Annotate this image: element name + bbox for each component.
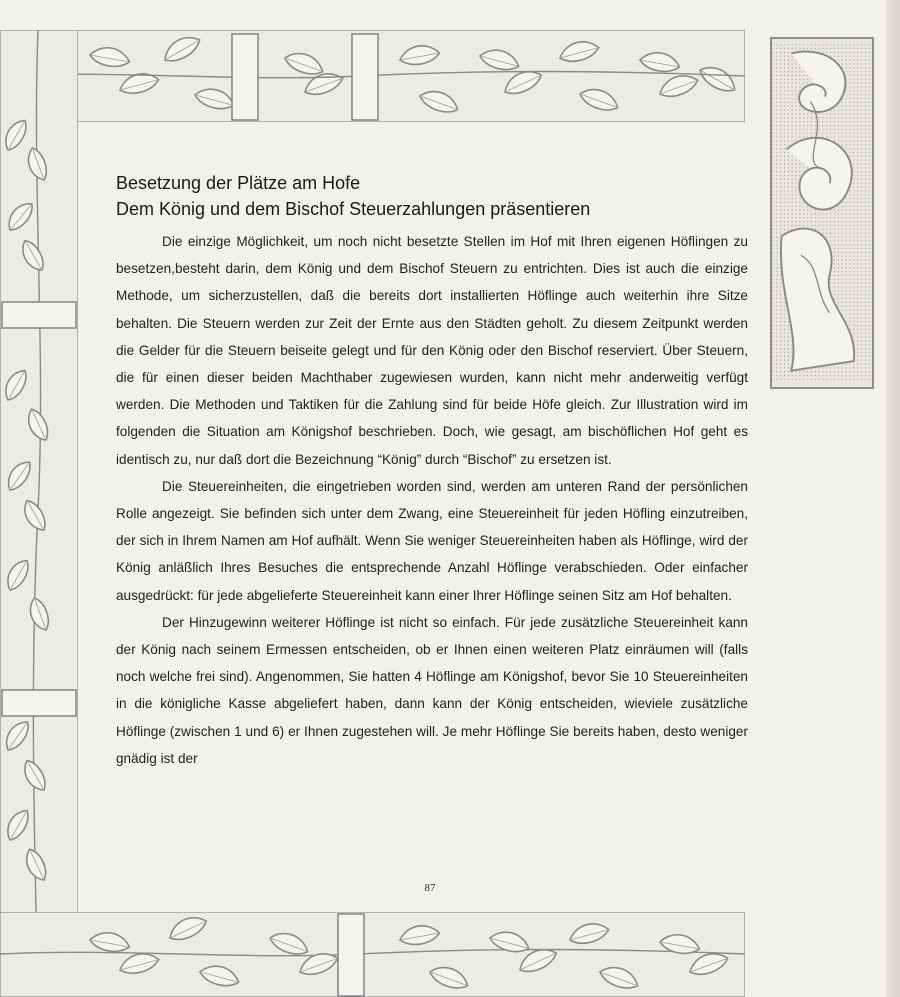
page-title: Besetzung der Plätze am Hofe (116, 173, 361, 193)
body-text (116, 228, 748, 772)
page-edge (886, 0, 900, 997)
acanthus-ornament (770, 37, 874, 389)
page-subtitle: Dem König und dem Bischof Steuerzahlungen präsentieren (116, 199, 591, 219)
laurel-border-top (0, 30, 745, 122)
paragraph: Die Steuereinheiten, die eingetrieben worden sind, werden am unteren Rand der persönlichen Rolle angezeigt. Sie befinden sich unter dem Zwang, eine Steuereinheit für jeden Höfling einzutreiben, der sich in Ihrem Namen am Hof aufhält. Wenn Sie weniger Steuereinheiten haben als Höflinge, wird der König anläßlich Ihres Besuches die entsprechende Anzahl Höflinge verabschieden. Oder einfacher ausgedrückt: für jede abgelieferte Steuereinheit kann einer Ihrer Höflinge seinen Sitz am Hof behalten. (116, 478, 748, 603)
page-number: 87 (424, 882, 436, 894)
heading-block (116, 170, 756, 222)
laurel-border-bottom (0, 912, 745, 997)
laurel-border-left (0, 30, 78, 997)
paragraph: Die einzige Möglichkeit, um noch nicht besetzte Stellen im Hof mit Ihren eigenen Höflingen zu besetzen,besteht darin, dem König und dem Bischof Steuern zu entrichten. Dies ist auch die einzige Methode, um sicherzustellen, daß die bereits dort installierten Höflinge auch weiterhin ihre Sitze behalten. Die Steuern werden zur Zeit der Ernte aus den Städten geholt. Zu diesem Zeitpunkt werden die Gelder für die Steuern beiseite gelegt und für den König oder den Bischof reserviert. Über Steuern, die für einen dieser beiden Machthaber zugewiesen wurden, kann nicht mehr anderweitig verfügt werden. Die Methoden und Taktiken für die Zahlung sind für beide Höfe gleich. Zur Illustration wird im folgenden die Situation am Königshof beschrieben. Doch, wie gesagt, am bischöflichen Hof geht es identisch zu, nur daß dort die Bezeichnung “König” durch “Bischof” zu ersetzen ist. (116, 234, 748, 467)
paragraph: Der Hinzugewinn weiterer Höflinge ist nicht so einfach. Für jede zusätzliche Steuereinheit kann der König nach seinem Ermessen entscheiden, ob er Ihnen einen weiteren Platz einräumen will (falls noch welche frei sind). Angenommen, Sie hatten 4 Höflinge am Königshof, bevor Sie 10 Steuereinheiten in die königliche Kasse abgeliefert haben, dann kann der König entscheiden, wieviele zusätzliche Höflinge (zwischen 1 und 6) er Ihnen zugestehen will. Je mehr Höflinge Sie bereits haben, desto weniger gnädig ist der (116, 614, 748, 766)
